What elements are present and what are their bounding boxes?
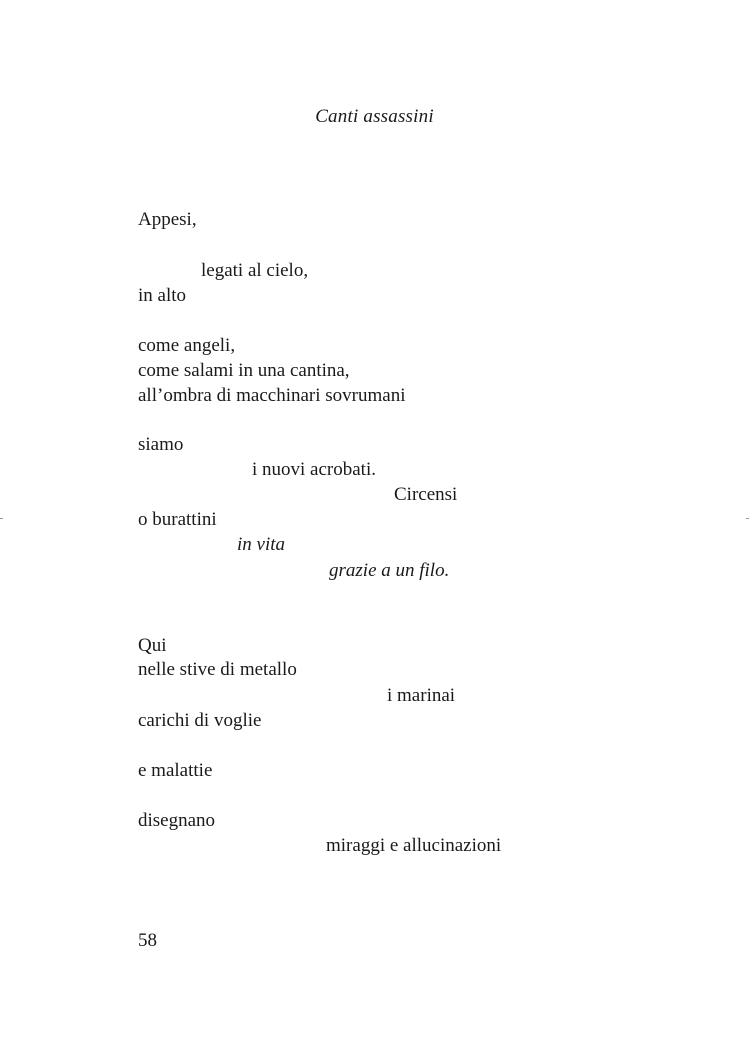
poem-line: Circensi: [394, 484, 458, 505]
poem-line: i marinai: [387, 685, 456, 706]
running-header: Canti assassini: [315, 106, 434, 127]
poem-line: miraggi e allucinazioni: [326, 835, 502, 856]
poem-line: all’ombra di macchinari sovrumani: [138, 385, 406, 406]
poem-line: grazie a un filo.: [329, 560, 450, 581]
poem-line: siamo: [138, 434, 184, 455]
poem-line: Appesi,: [138, 209, 197, 230]
poem-line: come salami in una cantina,: [138, 360, 350, 381]
page-number: 58: [138, 930, 157, 951]
poem-line: i nuovi acrobati.: [252, 459, 376, 480]
poem-line: Qui: [138, 635, 167, 656]
poem-line: disegnano: [138, 810, 216, 831]
poem-line: carichi di voglie: [138, 710, 262, 731]
poem-line: e malattie: [138, 760, 213, 781]
poem-line: come angeli,: [138, 335, 236, 356]
poem-line: in vita: [237, 534, 286, 555]
poem-line: nelle stive di metallo: [138, 659, 297, 680]
crop-mark-left: [0, 518, 3, 519]
poem-line: in alto: [138, 285, 187, 306]
poem-line: legati al cielo,: [201, 260, 309, 281]
poem-line: o burattini: [138, 509, 217, 530]
